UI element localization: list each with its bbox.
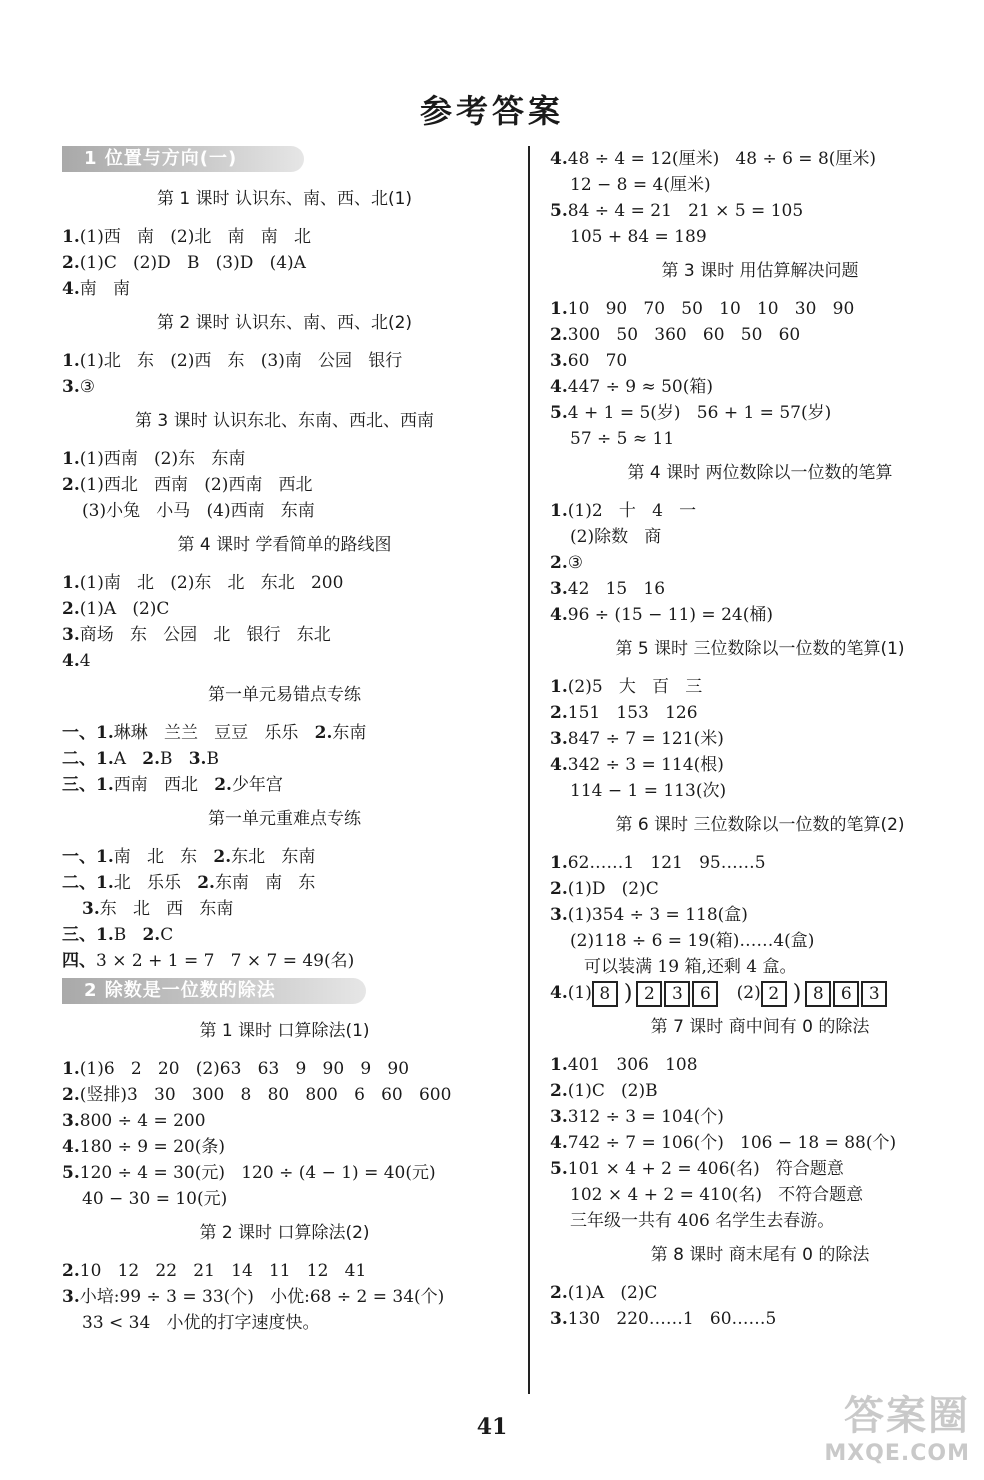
answer-line: 114 − 1 = 113(次) — [570, 781, 727, 801]
answer-text: (1)南 北 (2)东 北 东北 200 — [79, 573, 344, 593]
answer-line: 3.东 北 西 东南 — [82, 899, 234, 919]
answer-text: (1)C (2)B — [567, 1081, 658, 1101]
answer-line: 1.401 306 108 — [550, 1055, 698, 1075]
answer-line: 3.42 15 16 — [550, 579, 666, 599]
answer-line: 1.10 90 70 50 10 10 30 90 — [550, 299, 855, 319]
digit-box: 6 — [833, 981, 859, 1007]
answer-line: 4.342 ÷ 3 = 114(根) — [550, 755, 724, 775]
answer-text: 南 南 — [79, 279, 130, 299]
answer-line: 3.(1)354 ÷ 3 = 118(盒) — [550, 905, 748, 925]
answer-text: (1)2 十 4 一 — [567, 501, 697, 521]
answer-text: 312 ÷ 3 = 104(个) — [567, 1107, 724, 1127]
answer-text: 西南 西北 — [113, 775, 198, 795]
digit-box: 3 — [664, 981, 690, 1007]
answer-text: (1)C (2)D B (3)D (4)A — [79, 253, 306, 273]
answer-text: (1)西北 西南 (2)西南 西北 — [79, 475, 313, 495]
answer-text: (1)西南 (2)东 东南 — [79, 449, 246, 469]
page-title: 参考答案 — [419, 92, 564, 130]
answer-line: 四、3 × 2 + 1 = 7 7 × 7 = 49(名) — [62, 951, 355, 971]
answer-text: (1)6 2 20 (2)63 63 9 90 9 90 — [79, 1059, 410, 1079]
answer-line: 1.(2)5 大 百 三 — [550, 677, 703, 697]
answer-line: 4.447 ÷ 9 ≈ 50(箱) — [550, 377, 714, 397]
answer-text: (2) — [736, 983, 761, 1003]
answer-line: 105 + 84 = 189 — [570, 227, 707, 247]
answer-line: 2.(1)A (2)C — [62, 599, 170, 619]
answer-line: 1.(1)2 十 4 一 — [550, 501, 697, 521]
answer-text: (2)5 大 百 三 — [567, 677, 703, 697]
answer-text: 742 ÷ 7 = 106(个) 106 − 18 = 88(个) — [567, 1133, 897, 1153]
digit-box: 2 — [636, 981, 662, 1007]
answer-text: 3 × 2 + 1 = 7 7 × 7 = 49(名) — [96, 951, 355, 971]
answer-text: 北 乐乐 — [113, 873, 181, 893]
answer-line: 3.800 ÷ 4 = 200 — [62, 1111, 206, 1131]
lesson-heading: 第 2 课时 口算除法(2) — [199, 1223, 370, 1243]
answer-line: 4.742 ÷ 7 = 106(个) 106 − 18 = 88(个) — [550, 1133, 897, 1153]
answer-line: 2.(1)C (2)D B (3)D (4)A — [62, 253, 306, 273]
divisor-box: 8 — [592, 981, 618, 1007]
answer-text: 琳琳 兰兰 豆豆 乐乐 — [113, 723, 299, 743]
answer-line: 二、1.A 2.B 3.B — [62, 749, 219, 769]
lesson-heading: 第 1 课时 认识东、南、西、北(1) — [156, 189, 413, 209]
left-column — [62, 146, 507, 1336]
answer-text: 东南 南 东 — [214, 873, 316, 893]
answer-line: 57 ÷ 5 ≈ 11 — [570, 429, 675, 449]
division-bracket: ) — [623, 980, 633, 1006]
answer-text: (1)北 东 (2)西 东 (3)南 公园 银行 — [79, 351, 403, 371]
answer-text: 10 90 70 50 10 10 30 90 — [567, 299, 855, 319]
answer-text: C — [160, 925, 174, 945]
answer-text: 401 306 108 — [567, 1055, 698, 1075]
answer-text: 151 153 126 — [567, 703, 698, 723]
answer-line: 2.(竖排)3 30 300 8 80 800 6 60 600 — [62, 1085, 452, 1105]
digit-box: 3 — [861, 981, 887, 1007]
digit-box: 6 — [692, 981, 718, 1007]
answer-text: 60 70 — [567, 351, 628, 371]
answer-line: 2.10 12 22 21 14 11 12 41 — [62, 1261, 367, 1281]
lesson-heading: 第 3 课时 认识东北、东南、西北、西南 — [134, 411, 435, 431]
answer-text: 东 北 西 东南 — [99, 899, 234, 919]
lesson-heading: 第 1 课时 口算除法(1) — [199, 1021, 370, 1041]
answer-line: 二、1.北 乐乐 2.东南 南 东 — [62, 873, 316, 893]
answer-line: 一、1.琳琳 兰兰 豆豆 乐乐 2.东南 — [62, 723, 367, 743]
answer-line: 4.南 南 — [62, 279, 130, 299]
answer-line: 2.③ — [550, 553, 583, 573]
answer-line: 2.(1)C (2)B — [550, 1081, 658, 1101]
answer-text: 447 ÷ 9 ≈ 50(箱) — [567, 377, 714, 397]
answer-text: 42 15 16 — [567, 579, 666, 599]
column-divider — [528, 146, 530, 1394]
answer-text: 62……1 121 95……5 — [567, 853, 766, 873]
answer-text: 847 ÷ 7 = 121(米) — [567, 729, 724, 749]
watermark-logo — [824, 1384, 970, 1466]
answer-text: 48 ÷ 4 = 12(厘米) 48 ÷ 6 = 8(厘米) — [567, 149, 877, 169]
lesson-heading: 第 3 课时 用估算解决问题 — [661, 261, 859, 281]
lesson-heading: 第 2 课时 认识东、南、西、北(2) — [156, 313, 413, 333]
answer-line: (3)小兔 小马 (4)西南 东南 — [82, 501, 315, 521]
answer-line: 三、1.B 2.C — [62, 925, 174, 945]
answer-line: 1.(1)西南 (2)东 东南 — [62, 449, 246, 469]
answer-text: (1)西 南 (2)北 南 南 北 — [79, 227, 311, 247]
answer-line: 2.(1)西北 西南 (2)西南 西北 — [62, 475, 313, 495]
answer-text: B — [160, 749, 173, 769]
answer-line: 40 − 30 = 10(元) — [82, 1189, 228, 1209]
answer-text: 342 ÷ 3 = 114(根) — [567, 755, 724, 775]
page-number: 41 — [476, 1414, 508, 1440]
lesson-heading: 第 5 课时 三位数除以一位数的笔算(1) — [615, 639, 905, 659]
answer-line: 3.小培:99 ÷ 3 = 33(个) 小优:68 ÷ 2 = 34(个) — [62, 1287, 445, 1307]
answer-text: 300 50 360 60 50 60 — [567, 325, 801, 345]
answer-line: 三、1.西南 西北 2.少年宫 — [62, 775, 283, 795]
answer-text: 东北 东南 — [231, 847, 316, 867]
lesson-heading: 第 7 课时 商中间有 0 的除法 — [650, 1017, 870, 1037]
answer-line: 1.62……1 121 95……5 — [550, 853, 766, 873]
answer-line: 33 < 34 小优的打字速度快。 — [82, 1313, 320, 1333]
answer-line: 102 × 4 + 2 = 410(名) 不符合题意 — [570, 1185, 864, 1205]
answer-text: B — [206, 749, 219, 769]
unit-header-2: 2 除数是一位数的除法 — [62, 978, 366, 1004]
answer-text: 84 ÷ 4 = 21 21 × 5 = 105 — [567, 201, 804, 221]
answer-line: 5.84 ÷ 4 = 21 21 × 5 = 105 — [550, 201, 804, 221]
answer-line: 1.(1)北 东 (2)西 东 (3)南 公园 银行 — [62, 351, 403, 371]
answer-text: B — [113, 925, 127, 945]
answer-text: 130 220……1 60……5 — [567, 1309, 777, 1329]
unit-header-1: 1 位置与方向(一) — [62, 146, 304, 172]
answer-line: 12 − 8 = 4(厘米) — [570, 175, 711, 195]
answer-line: 3.60 70 — [550, 351, 628, 371]
answer-line: 3.③ — [62, 377, 95, 397]
lesson-heading: 第 6 课时 三位数除以一位数的笔算(2) — [615, 815, 905, 835]
answer-line: 1.(1)南 北 (2)东 北 东北 200 — [62, 573, 344, 593]
answer-text: 商场 东 公园 北 银行 东北 — [79, 625, 331, 645]
right-column — [550, 146, 970, 1332]
answer-line: 3.847 ÷ 7 = 121(米) — [550, 729, 724, 749]
answer-line: 1.(1)6 2 20 (2)63 63 9 90 9 90 — [62, 1059, 410, 1079]
watermark-text: 答案圈 — [844, 1393, 970, 1439]
digit-box: 8 — [805, 981, 831, 1007]
answer-text: 120 ÷ 4 = 30(元) 120 ÷ (4 − 1) = 40(元) — [79, 1163, 436, 1183]
answer-text: 101 × 4 + 2 = 406(名) 符合题意 — [567, 1159, 844, 1179]
lesson-heading: 第 4 课时 学看简单的路线图 — [177, 535, 392, 555]
answer-line: 2.(1)A (2)C — [550, 1283, 658, 1303]
answer-line: 3.商场 东 公园 北 银行 东北 — [62, 625, 331, 645]
answer-text: (1)A (2)C — [79, 599, 170, 619]
answer-line: 3.312 ÷ 3 = 104(个) — [550, 1107, 724, 1127]
answer-line: 3.130 220……1 60……5 — [550, 1309, 777, 1329]
answer-text: 10 12 22 21 14 11 12 41 — [79, 1261, 367, 1281]
answer-line: 2.(1)D (2)C — [550, 879, 659, 899]
answer-line: 可以装满 19 箱,还剩 4 盒。 — [584, 957, 797, 977]
answer-text: 180 ÷ 9 = 20(条) — [79, 1137, 226, 1157]
answer-line: 5.4 + 1 = 5(岁) 56 + 1 = 57(岁) — [550, 403, 832, 423]
answer-text: 小培:99 ÷ 3 = 33(个) 小优:68 ÷ 2 = 34(个) — [79, 1287, 445, 1307]
answer-text: 800 ÷ 4 = 200 — [79, 1111, 206, 1131]
lesson-heading: 第 8 课时 商末尾有 0 的除法 — [650, 1245, 870, 1265]
answer-line: 2.300 50 360 60 50 60 — [550, 325, 801, 345]
answer-text: 4 — [79, 651, 91, 671]
answer-line: (2)118 ÷ 6 = 19(箱)……4(盒) — [570, 931, 815, 951]
answer-line: 5.101 × 4 + 2 = 406(名) 符合题意 — [550, 1159, 844, 1179]
answer-text: ③ — [567, 553, 583, 573]
divisor-box: 2 — [761, 981, 787, 1007]
answer-text: (1)A (2)C — [567, 1283, 658, 1303]
section-heading: 第一单元易错点专练 — [208, 685, 361, 705]
lesson-heading: 第 4 课时 两位数除以一位数的笔算 — [627, 463, 893, 483]
answer-text: 96 ÷ (15 − 11) = 24(桶) — [567, 605, 773, 625]
answer-text: (1)D (2)C — [567, 879, 659, 899]
watermark-url: MXQE.COM — [824, 1441, 970, 1466]
answer-line: 4.96 ÷ (15 − 11) = 24(桶) — [550, 605, 773, 625]
answer-line: 4.4 — [62, 651, 91, 671]
answer-line: 4.48 ÷ 4 = 12(厘米) 48 ÷ 6 = 8(厘米) — [550, 149, 877, 169]
answer-line: 1.(1)西 南 (2)北 南 南 北 — [62, 227, 311, 247]
answer-text: 南 北 东 — [113, 847, 198, 867]
division-bracket: ) — [792, 980, 802, 1006]
answer-line: 一、1.南 北 东 2.东北 东南 — [62, 847, 316, 867]
answer-line: 2.151 153 126 — [550, 703, 698, 723]
answer-line: 5.120 ÷ 4 = 30(元) 120 ÷ (4 − 1) = 40(元) — [62, 1163, 436, 1183]
answer-text: (1)354 ÷ 3 = 118(盒) — [567, 905, 748, 925]
answer-text: (竖排)3 30 300 8 80 800 6 60 600 — [79, 1085, 452, 1105]
answer-text: 4 + 1 = 5(岁) 56 + 1 = 57(岁) — [567, 403, 832, 423]
answer-line: (2)除数 商 — [570, 527, 662, 547]
answer-line: 三年级一共有 406 名学生去春游。 — [570, 1211, 835, 1231]
answer-text: 少年宫 — [231, 775, 283, 795]
answer-text: ③ — [79, 377, 95, 397]
answer-line: 4.180 ÷ 9 = 20(条) — [62, 1137, 226, 1157]
answer-text: A — [113, 749, 127, 769]
long-division-line: 4.(1) 8 ) 2 3 6 (2) 2 ) 8 6 3 — [550, 980, 970, 1006]
answer-text: 东南 — [332, 723, 367, 743]
section-heading: 第一单元重难点专练 — [208, 809, 361, 829]
answer-text: (1) — [567, 983, 592, 1003]
